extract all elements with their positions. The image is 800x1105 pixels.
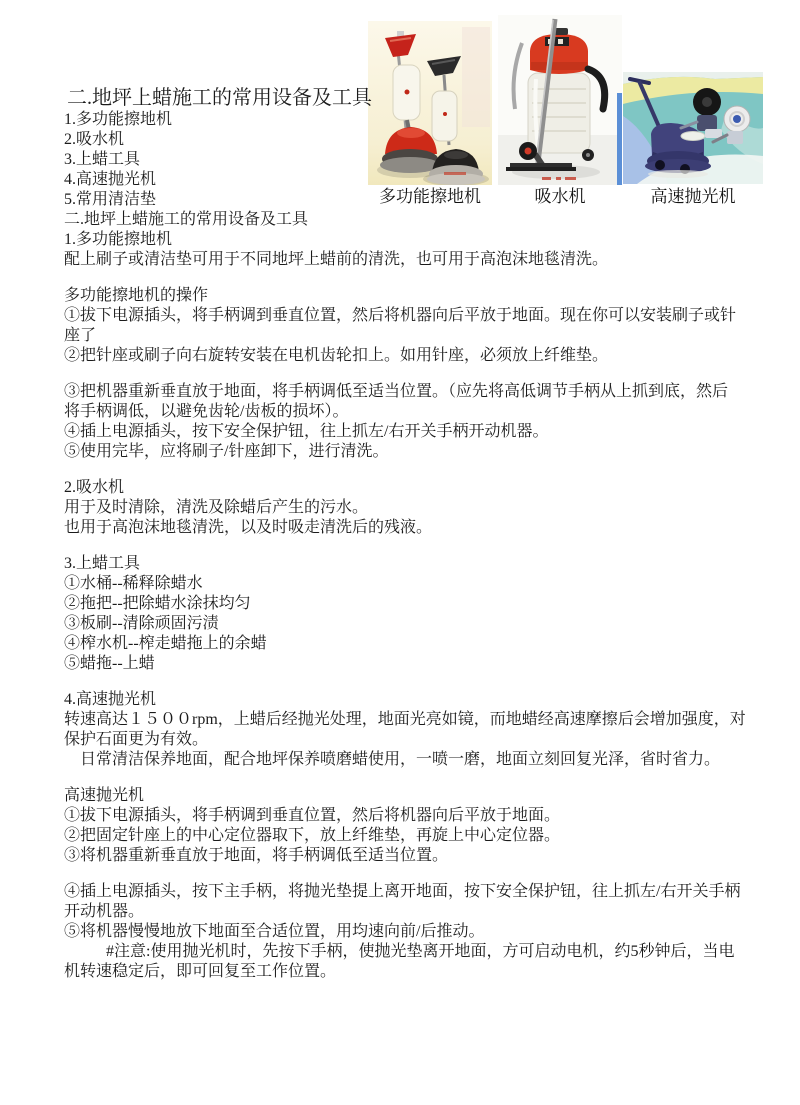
text-line: ②拖把--把除蜡水涂抹均匀 [64,595,251,612]
subsection-title: 3.上蜡工具 [64,555,141,572]
section-heading-repeat: 二.地坪上蜡施工的常用设备及工具 [64,211,309,228]
text-line: ④插上电源插头，按下主手柄，将抛光垫提上离开地面，按下安全保护钮，往上抓左/右开关手柄 [64,883,741,900]
list-item: 1.多功能擦地机 [64,111,173,128]
polisher-caption: 高速抛光机 [650,187,736,206]
text-line: ①水桶--稀释除蜡水 [64,575,203,592]
text-line: ③把机器重新垂直放于地面，将手柄调低至适当位置。（应先将高低调节手柄从上抓到底，然后 [64,383,729,400]
section-heading: 二.地坪上蜡施工的常用设备及工具 [67,87,372,109]
text-line: ①拔下电源插头，将手柄调到垂直位置，然后将机器向后平放于地面。 [64,807,561,824]
blank-line [64,538,764,554]
text-line: 日常清洁保养地面，配合地坪保养喷磨蜡使用，一喷一磨，地面立刻回复光泽，省时省力。 [64,751,721,768]
text-line: 将手柄调低，以避免齿轮/齿板的损坏）。 [64,403,349,420]
text-line: ②把固定针座上的中心定位器取下，放上纤维垫，再旋上中心定位器。 [64,827,561,844]
text-line: ③板刷--清除顽固污渍 [64,615,219,632]
note-line: 机转速稳定后，即可回复至工作位置。 [64,963,337,980]
vacuum-caption: 吸水机 [534,187,586,206]
text-line: 座了 [64,327,97,344]
text-line: ④榨水机--榨走蜡拖上的余蜡 [64,635,267,652]
blank-line [64,866,764,882]
list-item: 5.常用清洁垫 [64,191,157,208]
scrubber-caption: 多功能擦地机 [379,187,481,206]
text-line: 转速高达１５００rpm，上蜡后经抛光处理，地面光亮如镜，而地蜡经高速摩擦后会增加强度，对 [64,711,746,728]
subsection-title: 2.吸水机 [64,479,125,496]
text-line: ⑤使用完毕，应将刷子/针座卸下，进行清洗。 [64,443,389,460]
text-line: 配上刷子或清洁垫可用于不同地坪上蜡前的清洗，也可用于高泡沫地毯清洗。 [64,251,609,268]
text-line: ⑤将机器慢慢地放下地面至合适位置，用均速向前/后推动。 [64,923,485,940]
subsection-title: 4.高速抛光机 [64,691,157,708]
list-item: 4.高速抛光机 [64,171,157,188]
document-text [64,86,764,982]
text-line: 也用于高泡沫地毯清洗，以及时吸走清洗后的残液。 [64,519,433,536]
note-line: #注意:使用抛光机时，先按下手柄，使抛光垫离开地面，方可启动电机，约5秒钟后，当电 [106,943,735,960]
text-line: ②把针座或刷子向右旋转安装在电机齿轮扣上。如用针座，必须放上纤维垫。 [64,347,609,364]
blank-line [64,770,764,786]
subsection-title: 高速抛光机 [64,787,145,804]
text-line: 用于及时清除，清洗及除蜡后产生的污水。 [64,499,369,516]
blank-line [64,462,764,478]
blank-line [64,366,764,382]
subsection-title: 1.多功能擦地机 [64,231,173,248]
blank-line [64,674,764,690]
list-item: 2.吸水机 [64,131,125,148]
text-line: 保护石面更为有效。 [64,731,209,748]
text-line: ③将机器重新垂直放于地面，将手柄调低至适当位置。 [64,847,449,864]
text-line: 开动机器。 [64,903,145,920]
blank-line [64,270,764,286]
text-line: ⑤蜡拖--上蜡 [64,655,155,672]
text-line: ①拔下电源插头，将手柄调到垂直位置，然后将机器向后平放于地面。现在你可以安装刷子或针 [64,307,737,324]
subsection-title: 多功能擦地机的操作 [64,287,209,304]
list-item: 3.上蜡工具 [64,151,141,168]
text-line: ④插上电源插头，按下安全保护钮，往上抓左/右开关手柄开动机器。 [64,423,549,440]
